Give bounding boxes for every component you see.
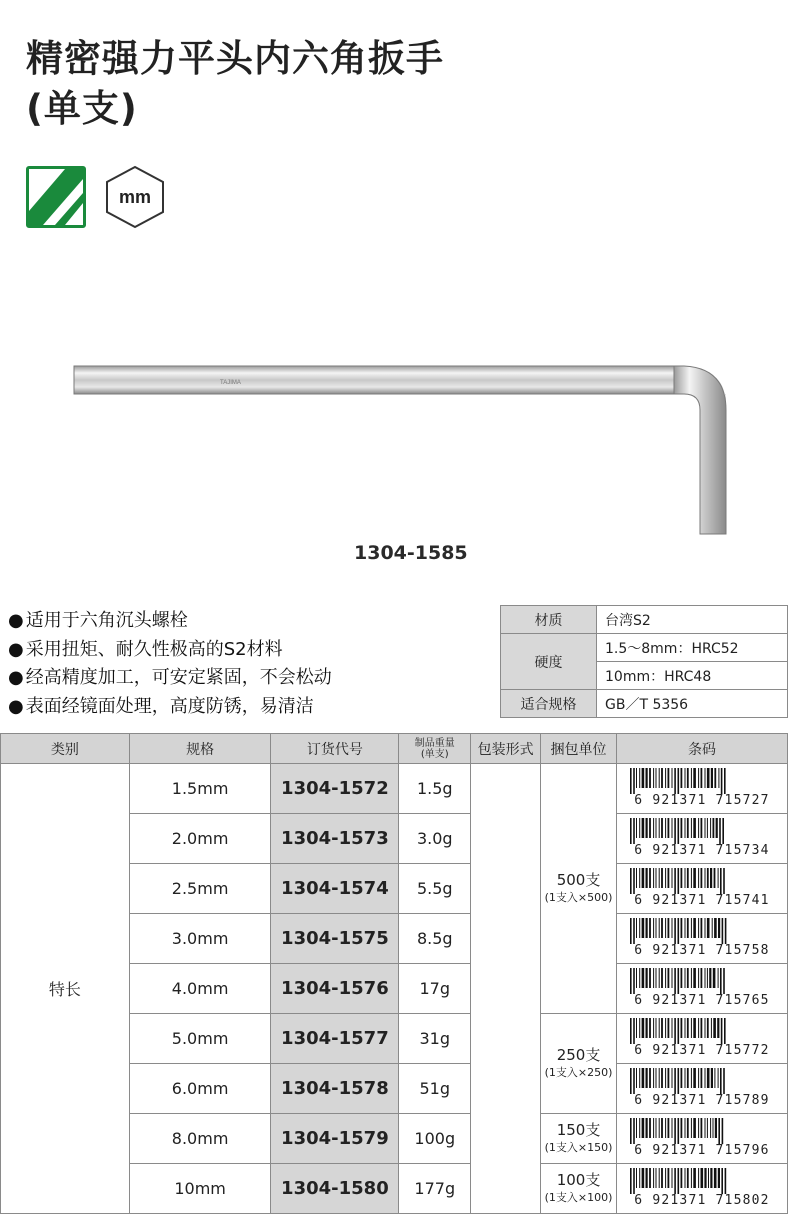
size-cell: 5.0mm bbox=[129, 1014, 271, 1064]
feature-item: ● 适用于六角沉头螺栓 bbox=[8, 607, 332, 636]
spec-hardness-value: 10mm：HRC48 bbox=[597, 662, 788, 690]
barcode-digits: 6 921371 715727 bbox=[634, 792, 770, 808]
bundle-note: (1支入×250) bbox=[544, 1065, 613, 1079]
barcode bbox=[618, 916, 786, 962]
weight-cell: 100g bbox=[399, 1114, 471, 1164]
bundle-note: (1支入×150) bbox=[544, 1140, 613, 1154]
table-row bbox=[1, 764, 788, 814]
weight-cell: 8.5g bbox=[399, 914, 471, 964]
weight-cell: 177g bbox=[399, 1164, 471, 1214]
header-packaging: 包装形式 bbox=[471, 734, 541, 764]
title-line-1: 精密强力平头内六角扳手 bbox=[26, 37, 444, 80]
order-code-cell: 1304-1578 bbox=[271, 1064, 399, 1114]
spec-table bbox=[500, 605, 788, 718]
spec-standard-value: GB／T 5356 bbox=[597, 690, 788, 718]
barcode-digits: 6 921371 715765 bbox=[634, 992, 770, 1008]
size-cell: 2.0mm bbox=[129, 814, 271, 864]
barcode bbox=[618, 1116, 786, 1162]
product-model-number: 1304-1585 bbox=[354, 542, 468, 564]
size-cell: 6.0mm bbox=[129, 1064, 271, 1114]
barcode-digits: 6 921371 715758 bbox=[634, 942, 770, 958]
size-cell: 8.0mm bbox=[129, 1114, 271, 1164]
barcode-digits: 6 921371 715734 bbox=[634, 842, 770, 858]
packaging-cell bbox=[471, 764, 541, 1214]
product-table bbox=[0, 733, 788, 1214]
barcode-cell bbox=[616, 1064, 787, 1114]
barcode-cell bbox=[616, 1164, 787, 1214]
order-code-cell: 1304-1575 bbox=[271, 914, 399, 964]
feature-list bbox=[8, 607, 332, 721]
bundle-note: (1支入×500) bbox=[544, 890, 613, 904]
barcode bbox=[618, 866, 786, 912]
order-code-cell: 1304-1580 bbox=[271, 1164, 399, 1214]
barcode bbox=[618, 1166, 786, 1212]
order-code-cell: 1304-1573 bbox=[271, 814, 399, 864]
barcode-digits: 6 921371 715802 bbox=[634, 1192, 770, 1208]
spec-standard-label: 适合规格 bbox=[501, 690, 597, 718]
barcode bbox=[618, 816, 786, 862]
bundle-qty: 150支 bbox=[556, 1120, 601, 1139]
barcode bbox=[618, 966, 786, 1012]
barcode bbox=[618, 766, 786, 812]
order-code-cell: 1304-1572 bbox=[271, 764, 399, 814]
spec-material-value: 台湾S2 bbox=[597, 606, 788, 634]
hex-key-image bbox=[70, 360, 740, 550]
barcode-digits: 6 921371 715772 bbox=[634, 1042, 770, 1058]
weight-cell: 1.5g bbox=[399, 764, 471, 814]
size-cell: 10mm bbox=[129, 1164, 271, 1214]
weight-cell: 17g bbox=[399, 964, 471, 1014]
header-weight-label: 制品重量 (单支) bbox=[414, 737, 455, 760]
bundle-note: (1支入×100) bbox=[544, 1190, 613, 1204]
barcode bbox=[618, 1066, 786, 1112]
spec-material-label: 材质 bbox=[501, 606, 597, 634]
bundle-cell bbox=[541, 1014, 617, 1114]
barcode-digits: 6 921371 715741 bbox=[634, 892, 770, 908]
header-weight bbox=[399, 734, 471, 764]
svg-text:TAJIMA: TAJIMA bbox=[220, 380, 241, 386]
size-cell: 1.5mm bbox=[129, 764, 271, 814]
barcode-cell bbox=[616, 814, 787, 864]
barcode-cell bbox=[616, 1014, 787, 1064]
order-code-cell: 1304-1579 bbox=[271, 1114, 399, 1164]
weight-cell: 5.5g bbox=[399, 864, 471, 914]
barcode-cell bbox=[616, 914, 787, 964]
spec-hardness-label: 硬度 bbox=[501, 634, 597, 690]
barcode-cell bbox=[616, 764, 787, 814]
table-header-row bbox=[1, 734, 788, 764]
bundle-qty: 500支 bbox=[556, 870, 601, 889]
barcode-cell bbox=[616, 864, 787, 914]
barcode-cell bbox=[616, 964, 787, 1014]
header-bundle: 捆包单位 bbox=[541, 734, 617, 764]
header-order-code: 订货代号 bbox=[271, 734, 399, 764]
feature-item: ● 表面经镜面处理，高度防锈，易清洁 bbox=[8, 693, 332, 722]
bundle-qty: 100支 bbox=[556, 1170, 601, 1189]
size-cell: 2.5mm bbox=[129, 864, 271, 914]
header-barcode: 条码 bbox=[616, 734, 787, 764]
spec-hardness-value: 1.5～8mm：HRC52 bbox=[597, 634, 788, 662]
barcode-digits: 6 921371 715796 bbox=[634, 1142, 770, 1158]
mm-hex-icon bbox=[103, 164, 167, 230]
weight-cell: 3.0g bbox=[399, 814, 471, 864]
bundle-cell bbox=[541, 764, 617, 1014]
bundle-qty: 250支 bbox=[556, 1045, 601, 1064]
size-cell: 3.0mm bbox=[129, 914, 271, 964]
long-arm-icon bbox=[26, 166, 86, 228]
weight-cell: 51g bbox=[399, 1064, 471, 1114]
barcode-digits: 6 921371 715789 bbox=[634, 1092, 770, 1108]
order-code-cell: 1304-1577 bbox=[271, 1014, 399, 1064]
mm-label: mm bbox=[118, 187, 152, 207]
bundle-cell bbox=[541, 1114, 617, 1164]
order-code-cell: 1304-1574 bbox=[271, 864, 399, 914]
bundle-cell bbox=[541, 1164, 617, 1214]
weight-cell: 31g bbox=[399, 1014, 471, 1064]
feature-item: ● 采用扭矩、耐久性极高的S2材料 bbox=[8, 636, 332, 665]
product-title bbox=[26, 34, 444, 134]
feature-item: ● 经高精度加工，可安定紧固，不会松动 bbox=[8, 664, 332, 693]
order-code-cell: 1304-1576 bbox=[271, 964, 399, 1014]
barcode bbox=[618, 1016, 786, 1062]
barcode-cell bbox=[616, 1114, 787, 1164]
title-line-2: (单支) bbox=[26, 87, 138, 130]
size-cell: 4.0mm bbox=[129, 964, 271, 1014]
header-category: 类别 bbox=[1, 734, 130, 764]
category-cell: 特长 bbox=[1, 764, 130, 1214]
header-size: 规格 bbox=[129, 734, 271, 764]
